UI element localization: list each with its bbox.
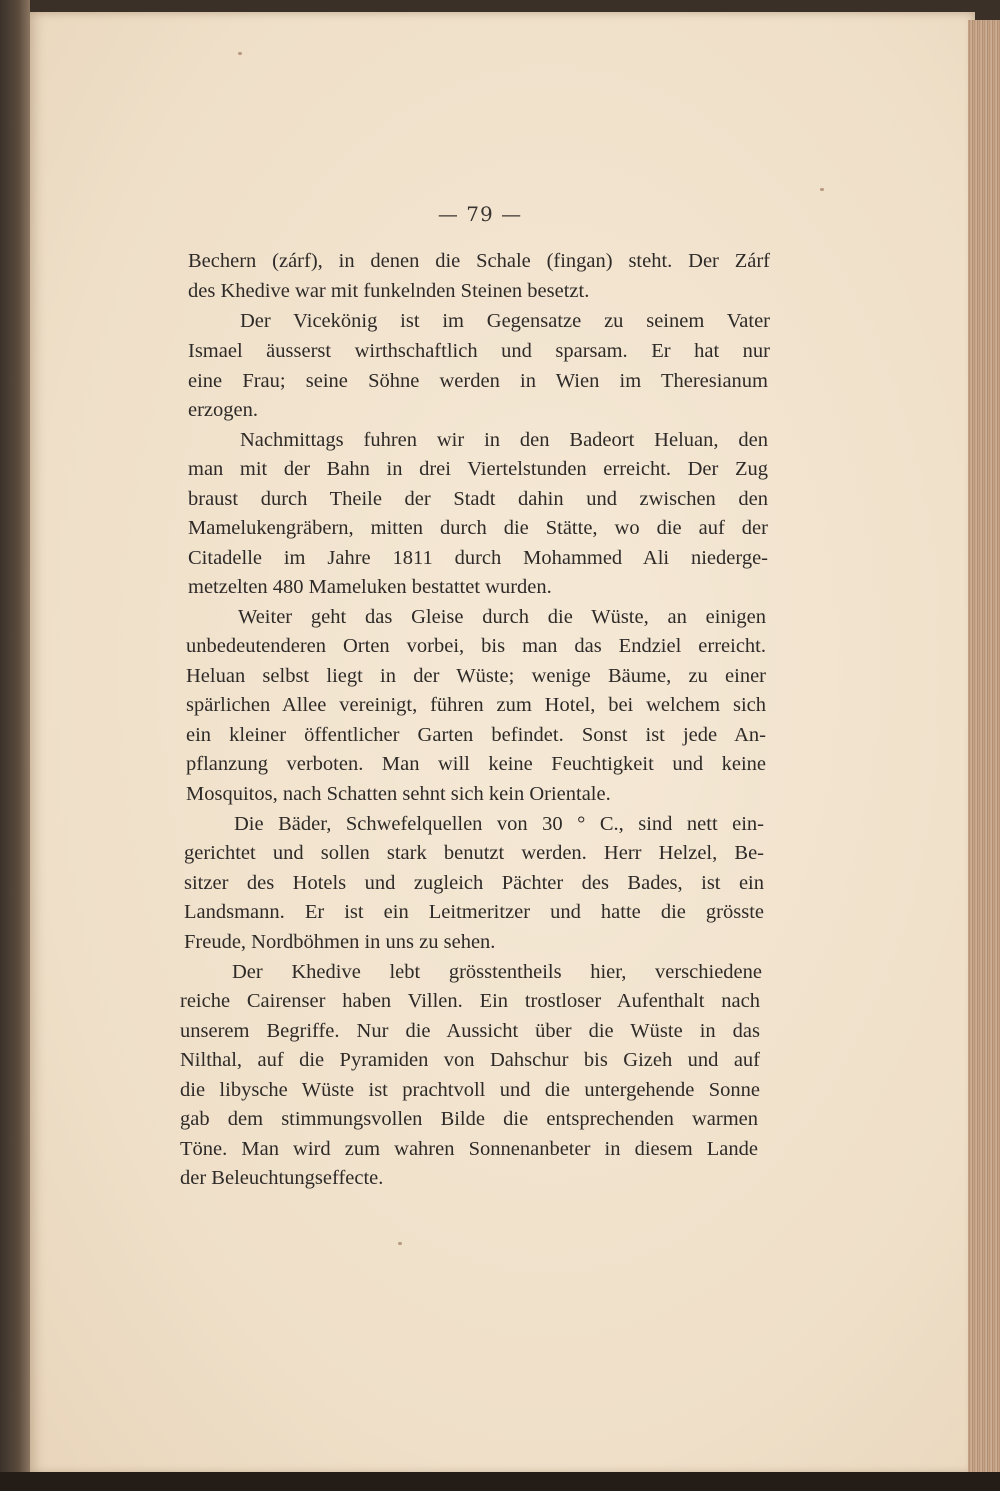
text-line: Weiter geht das Gleise durch die Wüste, an einigen [238, 606, 766, 628]
text-line: unserem Begriffe. Nur die Aussicht über die Wüste in das [180, 1020, 760, 1042]
text-line: Bechern (zárf), in denen die Schale (fingan) steht. Der Zárf [188, 250, 770, 272]
text-line: man mit der Bahn in drei Viertelstunden erreicht. Der Zug [188, 458, 768, 480]
text-line: des Khedive war mit funkelnden Steinen besetzt. [188, 280, 590, 302]
text-line: Töne. Man wird zum wahren Sonnenanbeter in diesem Lande [180, 1138, 758, 1160]
text-line: pflanzung verboten. Man will keine Feuchtigkeit und keine [186, 753, 766, 775]
text-line: eine Frau; seine Söhne werden in Wien im Theresianum [188, 370, 768, 392]
text-line: Citadelle im Jahre 1811 durch Mohammed Ali niederge- [188, 547, 768, 569]
text-line: Der Khedive lebt grösstentheils hier, verschiedene [232, 961, 762, 983]
text-line: erzogen. [188, 399, 258, 421]
text-line: unbedeutenderen Orten vorbei, bis man das Endziel erreicht. [186, 635, 766, 657]
text-line: braust durch Theile der Stadt dahin und zwischen den [188, 488, 768, 510]
text-line: metzelten 480 Mameluken bestattet wurden. [188, 576, 552, 598]
text-line: Mamelukengräbern, mitten durch die Stätte, wo die auf der [188, 517, 768, 539]
text-line: Landsmann. Er ist ein Leitmeritzer und hatte die grösste [184, 901, 764, 923]
text-line: Der Vicekönig ist im Gegensatze zu seinem Vater [240, 310, 770, 332]
text-line: Die Bäder, Schwefelquellen von 30 ° C., sind nett ein- [234, 813, 764, 835]
text-line: gab dem stimmungsvollen Bilde die entsprechenden warmen [180, 1108, 758, 1130]
text-line: spärlichen Allee vereinigt, führen zum Hotel, bei welchem sich [186, 694, 766, 716]
text-line: Nachmittags fuhren wir in den Badeort Heluan, den [240, 429, 768, 451]
text-line: die libysche Wüste ist prachtvoll und die untergehende Sonne [180, 1079, 760, 1101]
text-line: reiche Cairenser haben Villen. Ein trostloser Aufenthalt nach [180, 990, 760, 1012]
text-line: ein kleiner öffentlicher Garten befindet. Sonst ist jede An- [186, 724, 766, 746]
text-line: Nilthal, auf die Pyramiden von Dahschur bis Gizeh und auf [180, 1049, 760, 1071]
text-line: sitzer des Hotels und zugleich Pächter des Bades, ist ein [184, 872, 764, 894]
text-line: gerichtet und sollen stark benutzt werden. Herr Helzel, Be- [184, 842, 764, 864]
text-line: Ismael äusserst wirthschaftlich und sparsam. Er hat nur [188, 340, 770, 362]
text-line: der Beleuchtungseffecte. [180, 1167, 384, 1189]
text-line: Mosquitos, nach Schatten sehnt sich kein Orientale. [186, 783, 611, 805]
page-number: — 79 — [437, 202, 523, 226]
text-line: Heluan selbst liegt in der Wüste; wenige Bäume, zu einer [186, 665, 766, 687]
text-line: Freude, Nordböhmen in uns zu sehen. [184, 931, 496, 953]
